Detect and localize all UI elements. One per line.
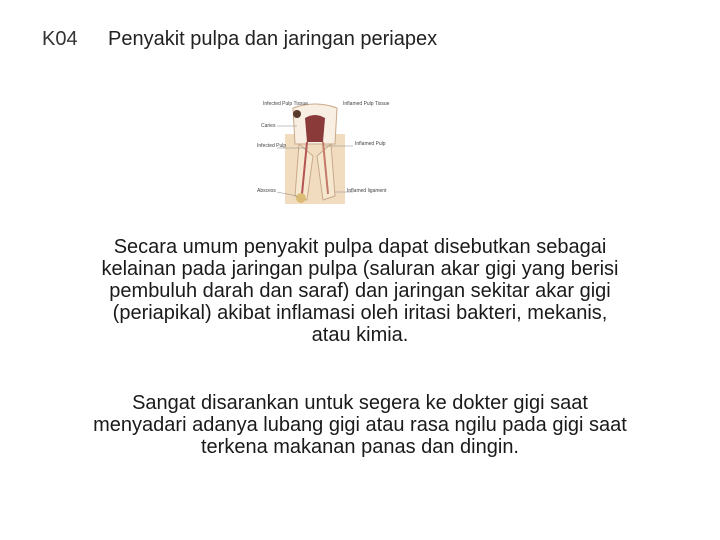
paragraph-line: Secara umum penyakit pulpa dapat disebutkan sebagai xyxy=(113,236,607,258)
figure-label-caries: Caries xyxy=(261,123,276,129)
figure-label-inflamed-ligament: Inflamed ligament xyxy=(347,188,387,194)
paragraph-line: atau kimia. xyxy=(311,324,409,346)
paragraph-line: kelainan pada jaringan pulpa (saluran akar gigi yang berisi xyxy=(101,258,619,280)
paragraph-advice xyxy=(0,392,720,458)
paragraph-definition xyxy=(0,236,720,346)
figure-label-infected-pulp: Infected Pulp xyxy=(257,143,287,149)
paragraph-line: terkena makanan panas dan dingin. xyxy=(200,436,519,458)
pulp-chamber xyxy=(305,115,325,142)
slide-code: K04 xyxy=(42,28,78,50)
figure-label-inflamed-pulp: Inflamed Pulp xyxy=(355,141,386,147)
tooth-diagram-figure xyxy=(255,96,390,208)
figure-label-top-left: Infected Pulp Tissue xyxy=(263,101,309,107)
paragraph-line: pembuluh darah dan saraf) dan jaringan sekitar akar gigi xyxy=(109,280,611,302)
paragraph-line: (periapikal) akibat inflamasi oleh iritasi bakteri, mekanis, xyxy=(112,302,608,324)
paragraph-line: Sangat disarankan untuk segera ke dokter gigi saat xyxy=(132,392,588,414)
slide-title: Penyakit pulpa dan jaringan periapex xyxy=(108,28,438,50)
abscess-mark xyxy=(296,193,306,203)
figure-label-top-right: Inflamed Pulp Tissue xyxy=(343,101,390,107)
paragraph-line: menyadari adanya lubang gigi atau rasa ngilu pada gigi saat xyxy=(93,414,627,436)
caries-spot xyxy=(293,110,301,118)
figure-label-abscess: Abscess xyxy=(257,188,276,194)
